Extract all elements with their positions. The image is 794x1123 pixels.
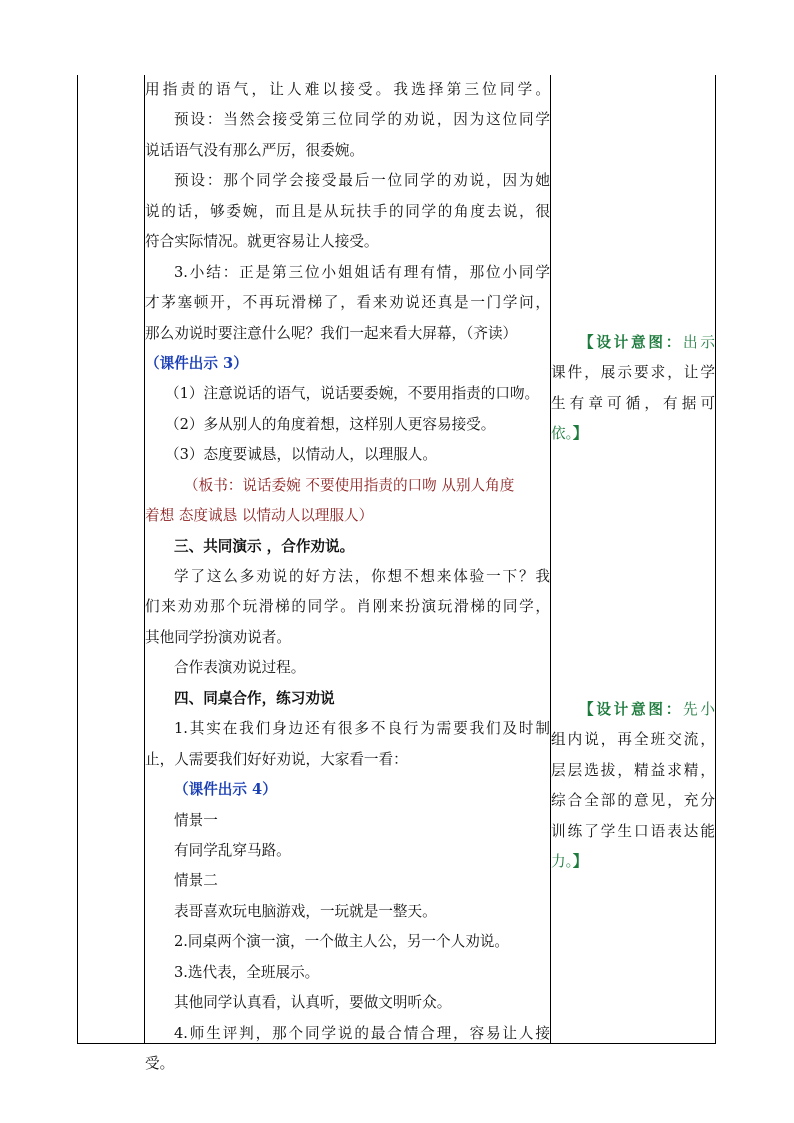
table-border-right bbox=[715, 75, 716, 1044]
text-line: 合作表演劝说过程。 bbox=[174, 659, 306, 677]
text-line: 3.选代表，全班展示。 bbox=[174, 963, 320, 981]
text-line: 学了这么多劝说的好方法，你想不想来体验一下？我 bbox=[174, 568, 550, 585]
scenario-label: 情景二 bbox=[174, 872, 218, 890]
text-line: 其他同学扮演劝说者。 bbox=[145, 628, 291, 646]
note-line: 力。】 bbox=[551, 853, 588, 871]
note-line: 综合全部的意见，充分 bbox=[551, 792, 715, 810]
text-line: 那么劝说时要注意什么呢？我们一起来看大屏幕，（齐读） bbox=[145, 324, 518, 342]
text-line: 符合实际情况。就更容易让人接受。 bbox=[145, 233, 379, 251]
teaching-process-cell bbox=[145, 75, 550, 1079]
table-border-left bbox=[77, 75, 78, 1044]
note-line: 训练了学生口语表达能 bbox=[551, 822, 715, 840]
list-item: （1）注意说话的语气，说话要委婉，不要用指责的口吻。 bbox=[165, 385, 540, 403]
text-line: 预设：那个同学会接受最后一位同学的劝说，因为她 bbox=[174, 172, 550, 190]
note-line: 依。】 bbox=[551, 425, 588, 443]
text-line: 3.小结：正是第三位小姐姐话有理有情，那位小同学 bbox=[174, 263, 550, 281]
note-line: 层层选拔，精益求精， bbox=[551, 761, 715, 779]
blackboard-note: （板书：说话委婉 不要使用指责的口吻 从别人角度 bbox=[184, 476, 515, 494]
text-line: 1.其实在我们身边还有很多不良行为需要我们及时制 bbox=[174, 720, 550, 738]
text-line: 说的话，够委婉，而且是从玩扶手的同学的角度去说，很 bbox=[145, 202, 550, 220]
list-item: （3）态度要诚恳，以情动人，以理服人。 bbox=[165, 446, 437, 464]
text-line: 预设：当然会接受第三位同学的劝说，因为这位同学 bbox=[174, 111, 550, 129]
text-line: 说话语气没有那么严厉，很委婉。 bbox=[145, 141, 364, 159]
courseware-heading: （课件出示 3） bbox=[145, 354, 248, 372]
text-line: 才茅塞顿开，不再玩滑梯了，看来劝说还真是一门学问， bbox=[145, 294, 550, 312]
note-line: 生有章可循，有据可 bbox=[551, 394, 715, 412]
scenario-label: 情景一 bbox=[174, 811, 218, 829]
text-line: 止，人需要我们好好劝说，大家看一看： bbox=[145, 750, 408, 768]
note-line: 【设计意图：出示 bbox=[579, 334, 715, 351]
design-intent-note-1 bbox=[551, 328, 715, 450]
section-heading: 四、同桌合作，练习劝说 bbox=[174, 689, 335, 707]
text-line: 用指责的语气，让人难以接受。我选择第三位同学。 bbox=[145, 81, 550, 98]
text-line: 们来劝劝那个玩滑梯的同学。肖刚来扮演玩滑梯的同学， bbox=[145, 598, 550, 616]
courseware-heading: （课件出示 4） bbox=[174, 781, 277, 799]
note-line: 课件，展示要求，让学 bbox=[551, 364, 715, 382]
text-line: 4.师生评判，那个同学说的最合情合理，容易让人接 bbox=[174, 1024, 550, 1042]
design-intent-note-2 bbox=[551, 695, 715, 878]
text-line: 2.同桌两个演一演，一个做主人公，另一个人劝说。 bbox=[174, 933, 509, 951]
table-border-col2 bbox=[550, 75, 551, 1044]
blackboard-note: 着想 态度诚恳 以情动人以理服人） bbox=[145, 507, 374, 525]
text-line: 受。 bbox=[145, 1055, 175, 1072]
text-line: 有同学乱穿马路。 bbox=[174, 841, 291, 859]
note-line: 【设计意图：先小 bbox=[579, 701, 715, 718]
text-line: 其他同学认真看，认真听，要做文明听众。 bbox=[174, 994, 452, 1012]
section-heading: 三、共同演示 ，合作劝说。 bbox=[174, 537, 355, 555]
text-line: 表哥喜欢玩电脑游戏，一玩就是一整天。 bbox=[174, 902, 437, 920]
note-line: 组内说，再全班交流， bbox=[551, 731, 715, 749]
list-item: （2）多从别人的角度着想，这样别人更容易接受。 bbox=[165, 415, 496, 433]
